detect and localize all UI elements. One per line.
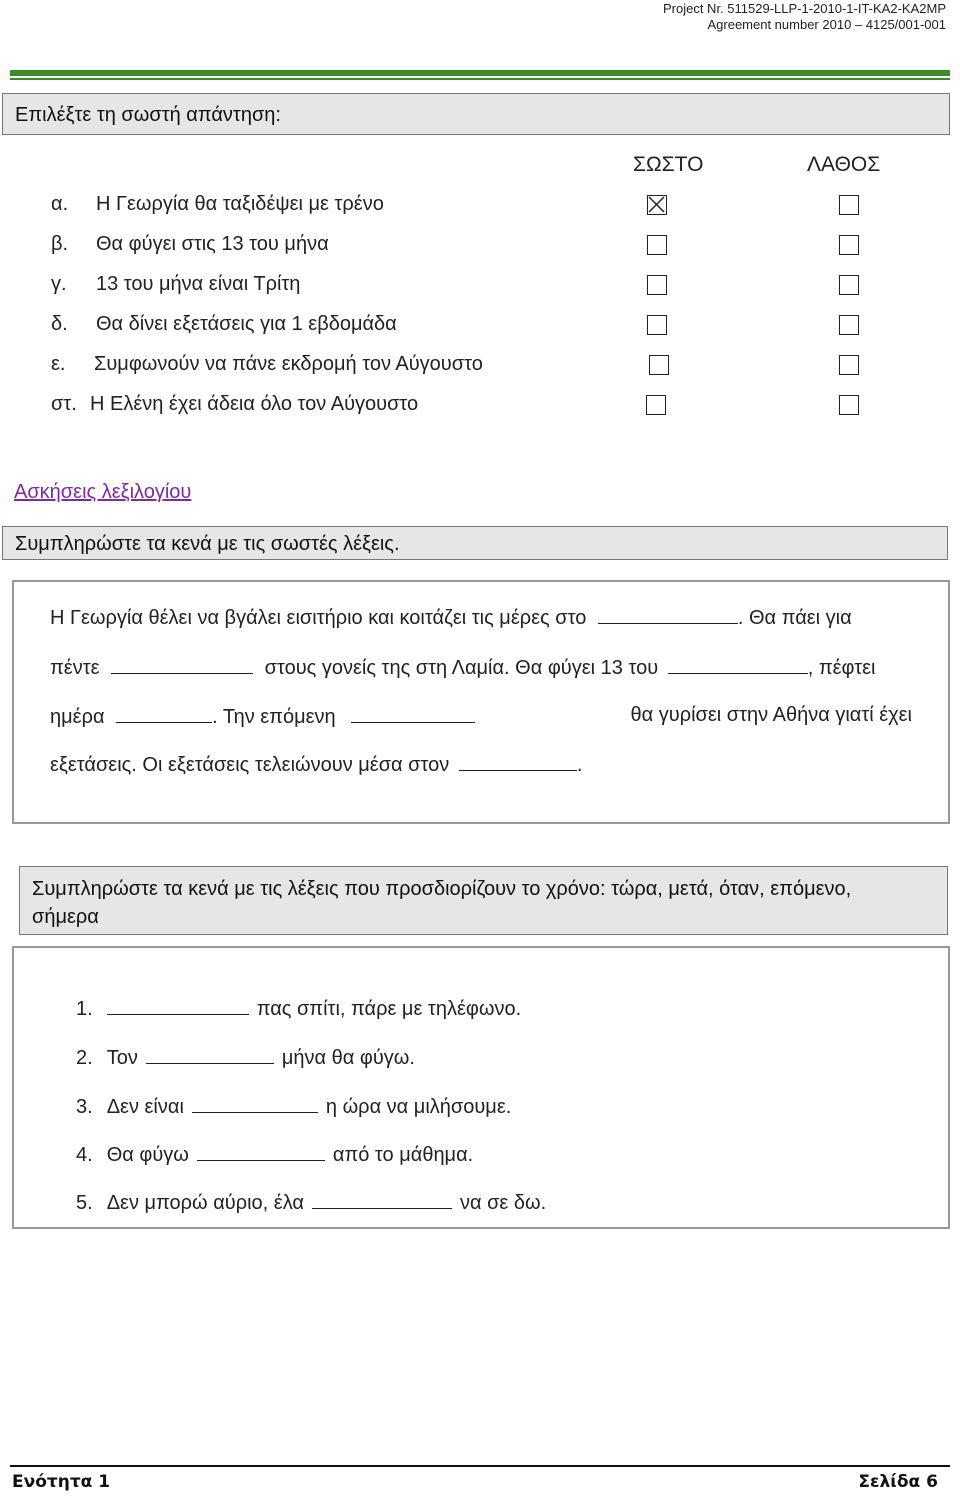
true-checkbox[interactable]	[649, 355, 669, 375]
item-number: 1.	[76, 998, 93, 1020]
x-mark-icon	[648, 196, 665, 213]
true-checkbox[interactable]	[646, 395, 666, 415]
item-text-before: Δεν μπορώ αύριο, έλα	[106, 1192, 304, 1214]
item-statement: Η Ελένη έχει άδεια όλο τον Αύγουστο	[90, 393, 419, 415]
footer-unit: Ενότητα 1	[12, 1472, 111, 1492]
item-text-before: Δεν είναι	[106, 1096, 184, 1118]
passage-text: . Την επόμενη	[212, 706, 336, 728]
project-number: Project Nr. 511529-LLP-1-2010-1-IT-KA2-KA2MP	[662, 1, 946, 16]
false-checkbox[interactable]	[839, 195, 859, 215]
passage-text: στους γονείς της στη Λαμία. Θα φύγει 13 του	[264, 657, 659, 679]
item-number: 2.	[76, 1047, 93, 1069]
item-text-after: πας σπίτι, πάρε με τηλέφωνο.	[256, 998, 522, 1020]
blank-field[interactable]	[351, 704, 475, 723]
blank-field[interactable]	[197, 1142, 325, 1161]
passage-text: θα γυρίσει στην Αθήνα γιατί έχει	[630, 704, 912, 726]
item-text-after: από το μάθημα.	[332, 1144, 474, 1166]
vocab-passage-line3	[50, 704, 912, 729]
blank-field[interactable]	[111, 655, 253, 674]
blank-field[interactable]	[459, 752, 577, 771]
item-letter: β.	[51, 233, 69, 255]
false-checkbox[interactable]	[839, 235, 859, 255]
exercise1-instruction: Επιλέξτε τη σωστή απάντηση:	[15, 104, 281, 126]
passage-text: εξετάσεις. Οι εξετάσεις τελειώνουν μέσα στον	[50, 754, 450, 776]
true-checkbox[interactable]	[647, 235, 667, 255]
true-checkbox[interactable]	[647, 315, 667, 335]
agreement-number: Agreement number 2010 – 4125/001-001	[707, 17, 946, 32]
item-text-before: Τον	[106, 1047, 138, 1069]
passage-text: Η Γεωργία θέλει να βγάλει εισιτήριο και κοιτάζει τις μέρες στο	[50, 607, 587, 629]
time-words-instruction-box	[19, 866, 948, 935]
item-letter: γ.	[51, 273, 67, 295]
true-checkbox[interactable]	[647, 275, 667, 295]
false-checkbox[interactable]	[839, 395, 859, 415]
blank-field[interactable]	[116, 704, 212, 723]
item-number: 3.	[76, 1096, 93, 1118]
time-words-instruction-line1: Συμπληρώστε τα κενά με τις λέξεις που προσδιορίζουν το χρόνο: τώρα, μετά, όταν, επόμενο,	[32, 878, 852, 900]
blank-field[interactable]	[668, 655, 808, 674]
vocab-passage-line2	[50, 655, 875, 680]
time-words-item	[76, 1190, 546, 1215]
item-letter: στ.	[51, 393, 77, 415]
vocab-heading[interactable]: Ασκήσεις λεξιλογίου	[14, 481, 192, 503]
item-letter: α.	[51, 193, 69, 215]
passage-text: ημέρα	[50, 706, 105, 728]
exercise1-instruction-box	[2, 93, 950, 135]
item-statement: Θα φύγει στις 13 του μήνα	[96, 233, 329, 255]
blank-field[interactable]	[598, 605, 738, 624]
vocab-heading-wrap	[14, 481, 191, 504]
blank-field[interactable]	[312, 1190, 452, 1209]
item-statement: Θα δίνει εξετάσεις για 1 εβδομάδα	[96, 313, 397, 335]
time-words-item	[76, 1045, 415, 1070]
column-true-label: ΣΩΣΤΟ	[633, 153, 704, 176]
item-statement: Συμφωνούν να πάνε εκδρομή τον Αύγουστο	[94, 353, 483, 375]
time-words-item	[76, 1142, 473, 1167]
time-words-item	[76, 1094, 511, 1119]
time-words-item	[76, 996, 521, 1021]
time-words-instruction-line2: σήμερα	[32, 906, 99, 928]
item-text-before: Θα φύγω	[106, 1144, 189, 1166]
vocab-instruction: Συμπληρώστε τα κενά με τις σωστές λέξεις.	[15, 533, 400, 555]
false-checkbox[interactable]	[839, 275, 859, 295]
blank-field[interactable]	[107, 996, 249, 1015]
vocab-passage-line1	[50, 605, 852, 630]
passage-text: . Θα πάει για	[737, 607, 852, 629]
item-letter: ε.	[51, 353, 66, 375]
blank-field[interactable]	[192, 1094, 318, 1113]
item-text-after: να σε δω.	[459, 1192, 547, 1214]
item-statement: Η Γεωργία θα ταξιδέψει με τρένο	[96, 193, 384, 215]
item-number: 4.	[76, 1144, 93, 1166]
header-rule	[10, 70, 950, 76]
item-text-after: η ώρα να μιλήσουμε.	[325, 1096, 512, 1118]
false-checkbox[interactable]	[839, 315, 859, 335]
false-checkbox[interactable]	[839, 355, 859, 375]
footer-page: Σελίδα 6	[858, 1472, 938, 1492]
vocab-passage-line4	[50, 752, 582, 777]
item-number: 5.	[76, 1192, 93, 1214]
header-rule-thin	[10, 78, 950, 80]
item-text-after: μήνα θα φύγω.	[281, 1047, 415, 1069]
passage-text: .	[576, 754, 583, 776]
item-statement: 13 του μήνα είναι Τρίτη	[96, 273, 301, 295]
footer-rule	[10, 1465, 950, 1467]
passage-text: πέντε	[50, 657, 100, 679]
blank-field[interactable]	[146, 1045, 274, 1064]
item-letter: δ.	[51, 313, 68, 335]
true-checkbox[interactable]	[647, 195, 667, 215]
passage-text: , πέφτει	[807, 657, 876, 679]
time-words-box	[12, 946, 950, 1229]
column-false-label: ΛΑΘΟΣ	[807, 153, 881, 176]
vocab-instruction-box	[2, 526, 948, 560]
